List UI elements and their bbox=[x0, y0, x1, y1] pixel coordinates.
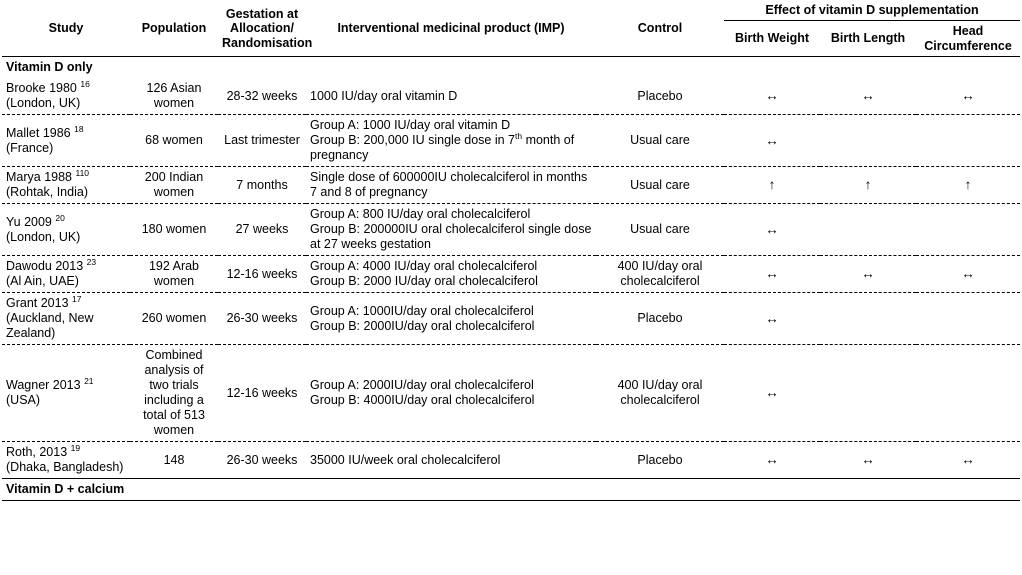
cell-birth-weight: ↔ bbox=[724, 442, 820, 479]
table-header bbox=[2, 0, 1020, 57]
cell-birth-weight: ↔ bbox=[724, 204, 820, 256]
cell-head-circumference bbox=[916, 204, 1020, 256]
study-location: (France) bbox=[6, 140, 54, 155]
cell-population: 126 Asian women bbox=[130, 78, 218, 115]
cell-imp bbox=[306, 442, 596, 479]
cell-birth-length bbox=[820, 293, 916, 345]
study-location: (Auckland, New Zealand) bbox=[6, 311, 94, 341]
cell-control: 400 IU/day oral cholecalciferol bbox=[596, 256, 724, 293]
table-row bbox=[2, 293, 1020, 345]
study-reference: 21 bbox=[84, 376, 94, 387]
imp-line: Group B: 200000IU oral cholecalciferol single dose at 27 weeks gestation bbox=[310, 222, 592, 252]
cell-study bbox=[2, 442, 130, 479]
cell-head-circumference: ↔ bbox=[916, 256, 1020, 293]
cell-study bbox=[2, 345, 130, 442]
cell-gestation: Last trimester bbox=[218, 115, 306, 167]
cell-population: 180 women bbox=[130, 204, 218, 256]
cell-control: Placebo bbox=[596, 442, 724, 479]
table-body bbox=[2, 57, 1020, 501]
study-location: (Dhaka, Bangladesh) bbox=[6, 460, 124, 475]
imp-line: Group A: 1000IU/day oral cholecalciferol bbox=[310, 303, 534, 318]
header-control: Control bbox=[637, 21, 683, 36]
header-birth-weight: Birth Weight bbox=[734, 31, 810, 46]
cell-population: 148 bbox=[130, 442, 218, 479]
cell-head-circumference bbox=[916, 345, 1020, 442]
cell-gestation: 26-30 weeks bbox=[218, 442, 306, 479]
cell-gestation: 28-32 weeks bbox=[218, 78, 306, 115]
cell-birth-length bbox=[820, 115, 916, 167]
cell-imp bbox=[306, 256, 596, 293]
section-header-row bbox=[2, 479, 1020, 501]
header-effect: Effect of vitamin D supplementation bbox=[724, 0, 1020, 20]
cell-control: Usual care bbox=[596, 115, 724, 167]
study-name: Marya 1988 $^{110}$ bbox=[6, 168, 90, 185]
cell-head-circumference bbox=[916, 293, 1020, 345]
cell-gestation: 27 weeks bbox=[218, 204, 306, 256]
imp-line: 35000 IU/week oral cholecalciferol bbox=[310, 452, 501, 467]
imp-line: Group A: 2000IU/day oral cholecalciferol bbox=[310, 378, 534, 393]
cell-head-circumference: ↔ bbox=[916, 442, 1020, 479]
cell-imp bbox=[306, 345, 596, 442]
cell-study bbox=[2, 293, 130, 345]
cell-imp bbox=[306, 115, 596, 167]
study-reference: 19 bbox=[70, 443, 81, 454]
study-name: Yu 2009 $^{20}$ bbox=[6, 212, 65, 229]
cell-study bbox=[2, 256, 130, 293]
imp-line: Group B: 2000 IU/day oral cholecalciferol bbox=[310, 274, 538, 289]
cell-head-circumference bbox=[916, 115, 1020, 167]
study-reference: 17 bbox=[72, 294, 82, 305]
table-row bbox=[2, 115, 1020, 167]
imp-line: Group A: 4000 IU/day oral cholecalciferol bbox=[310, 259, 538, 274]
cell-birth-length: ↔ bbox=[820, 78, 916, 115]
study-comparison-table bbox=[2, 0, 1020, 501]
table-row bbox=[2, 204, 1020, 256]
section-label-vitamin-d-calcium: Vitamin D + calcium bbox=[2, 479, 1020, 501]
cell-control: 400 IU/day oral cholecalciferol bbox=[596, 345, 724, 442]
table-row bbox=[2, 256, 1020, 293]
cell-gestation: 12-16 weeks bbox=[218, 256, 306, 293]
header-gestation: Gestation at Allocation/ Randomisation bbox=[222, 6, 313, 50]
cell-birth-length: ↔ bbox=[820, 256, 916, 293]
cell-imp bbox=[306, 293, 596, 345]
cell-population: 192 Arab women bbox=[130, 256, 218, 293]
cell-birth-weight: ↔ bbox=[724, 293, 820, 345]
header-imp: Interventional medicinal product (IMP) bbox=[337, 21, 565, 36]
cell-imp bbox=[306, 78, 596, 115]
section-header-row bbox=[2, 57, 1020, 79]
study-name: Wagner 2013 $^{21}$ bbox=[6, 376, 94, 393]
cell-population: Combined analysis of two trials including a total of 513 women bbox=[130, 345, 218, 442]
cell-gestation: 26-30 weeks bbox=[218, 293, 306, 345]
cell-birth-length bbox=[820, 345, 916, 442]
study-reference: 20 bbox=[55, 212, 65, 223]
table-row bbox=[2, 345, 1020, 442]
imp-line: Single dose of 600000IU cholecalciferol in months 7 and 8 of pregnancy bbox=[310, 170, 588, 200]
cell-birth-weight: ↔ bbox=[724, 78, 820, 115]
cell-head-circumference: ↔ bbox=[916, 78, 1020, 115]
cell-study bbox=[2, 115, 130, 167]
cell-gestation: 12-16 weeks bbox=[218, 345, 306, 442]
imp-line: Group A: 800 IU/day oral cholecalciferol bbox=[310, 207, 531, 222]
cell-birth-weight: ↔ bbox=[724, 345, 820, 442]
table-row bbox=[2, 78, 1020, 115]
section-label-vitamin-d-only: Vitamin D only bbox=[2, 57, 1020, 79]
cell-imp bbox=[306, 167, 596, 204]
cell-study bbox=[2, 78, 130, 115]
study-name: Grant 2013 $^{17}$ bbox=[6, 294, 82, 311]
study-name: Roth, 2013 $^{19}$ bbox=[6, 443, 81, 460]
study-location: (Al Ain, UAE) bbox=[6, 274, 79, 289]
cell-control: Placebo bbox=[596, 293, 724, 345]
header-study: Study bbox=[48, 21, 84, 36]
imp-line: Group A: 1000 IU/day oral vitamin D bbox=[310, 118, 511, 133]
cell-control: Placebo bbox=[596, 78, 724, 115]
study-name: Dawodu 2013 $^{23}$ bbox=[6, 257, 97, 274]
imp-line: Group B: 4000IU/day oral cholecalciferol bbox=[310, 393, 535, 408]
cell-population: 68 women bbox=[130, 115, 218, 167]
table-row bbox=[2, 442, 1020, 479]
cell-birth-weight: ↔ bbox=[724, 256, 820, 293]
cell-population: 200 Indian women bbox=[130, 167, 218, 204]
cell-birth-length: ↑ bbox=[820, 167, 916, 204]
cell-imp bbox=[306, 204, 596, 256]
cell-population: 260 women bbox=[130, 293, 218, 345]
table-row bbox=[2, 167, 1020, 204]
header-birth-length: Birth Length bbox=[830, 31, 906, 46]
header-head-circumference: Head Circumference bbox=[924, 23, 1012, 53]
header-population: Population bbox=[141, 21, 207, 36]
study-location: (USA) bbox=[6, 393, 41, 408]
cell-birth-weight: ↑ bbox=[724, 167, 820, 204]
study-reference: 18 bbox=[74, 123, 84, 134]
study-name: Mallet 1986 $^{18}$ bbox=[6, 123, 84, 140]
study-reference: 23 bbox=[86, 257, 97, 268]
cell-control: Usual care bbox=[596, 167, 724, 204]
cell-study bbox=[2, 167, 130, 204]
study-reference: 110 bbox=[75, 168, 90, 179]
cell-study bbox=[2, 204, 130, 256]
study-location: (Rohtak, India) bbox=[6, 185, 88, 200]
cell-head-circumference: ↑ bbox=[916, 167, 1020, 204]
cell-birth-length: ↔ bbox=[820, 442, 916, 479]
study-location: (London, UK) bbox=[6, 229, 81, 244]
cell-birth-length bbox=[820, 204, 916, 256]
imp-line: Group B: 200,000 IU single dose in 7th month of pregnancy bbox=[310, 131, 575, 163]
study-location: (London, UK) bbox=[6, 96, 81, 111]
cell-gestation: 7 months bbox=[218, 167, 306, 204]
imp-line: Group B: 2000IU/day oral cholecalciferol bbox=[310, 318, 535, 333]
imp-line: 1000 IU/day oral vitamin D bbox=[310, 88, 458, 103]
study-name: Brooke 1980 $^{16}$ bbox=[6, 79, 90, 96]
cell-birth-weight: ↔ bbox=[724, 115, 820, 167]
study-reference: 16 bbox=[80, 79, 90, 90]
cell-control: Usual care bbox=[596, 204, 724, 256]
